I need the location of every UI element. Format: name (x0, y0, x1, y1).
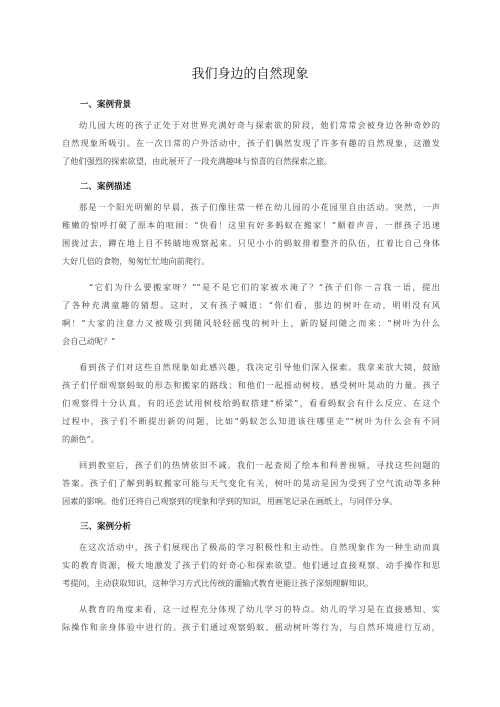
paragraph-line: 看到孩子们对这些自然现象如此感兴趣，我决定引导他们深入探索。我拿来放大镜，鼓励 (79, 362, 440, 372)
paragraph-line: 过程中，孩子们不断提出新的问题，比如“蚂蚁怎么知道该往哪里走”“树叶为什么会有不同 (62, 416, 440, 426)
paragraph-line: 孩子们仔细观察蚂蚁的形态和搬家的路线；和他们一起摇动树枝，感受树叶晃动的力量。孩子 (62, 380, 440, 390)
paragraph-line: 们观察得十分认真，有的还尝试用树枝给蚂蚁搭建“桥梁”，看看蚂蚁会有什么反应。在这个 (62, 398, 440, 408)
paragraph-line: 自然现象所吸引。在一次日常的户外活动中，孩子们偶然发现了许多有趣的自然现象，这激发 (62, 138, 440, 148)
paragraph-line: 回到教室后，孩子们的热情依旧不减。我们一起查阅了绘本和科普视频，寻找这些问题的 (79, 460, 440, 470)
document-title: 我们身边的自然现象 (191, 67, 309, 82)
paragraph-line: “它们为什么要搬家呀？”“是不是它们的家被水淹了？”孩子们你一言我一语，提出 (89, 282, 440, 292)
paragraph-line: 稚嫩的惊呼打破了原本的喧闹：“快看！这里有好多蚂蚁在搬家！”顺着声音，一群孩子迅速 (62, 220, 440, 230)
paragraph-line: 际操作和亲身体验中进行的。孩子们通过观察蚂蚁、摇动树叶等行为，与自然环境进行互动， (62, 622, 440, 632)
paragraph-line: 实的教育资源，极大地激发了孩子们的好奇心和探索欲望。他们通过直接观察、动手操作和思 (62, 560, 440, 570)
paragraph-line: 大好几倍的食物，匆匆忙忙地向前爬行。 (62, 256, 210, 266)
section-heading-background: 一、案例背景 (80, 100, 132, 110)
paragraph-line: 因素的影响。他们还将自己观察到的现象和学到的知识，用画笔记录在画纸上，与同伴分享。 (62, 496, 398, 506)
paragraph-line: 啊！”大家的注意力又被吸引到随风轻轻摇曳的树叶上，新的疑问随之而来：“树叶为什么 (62, 318, 440, 328)
paragraph-line: 那是一个阳光明媚的早晨，孩子们像往常一样在幼儿园的小花园里自由活动。突然，一声 (79, 202, 440, 212)
section-heading-analysis: 三、案例分析 (80, 522, 132, 532)
paragraph-line: 考提问，主动获取知识，这种学习方式比传统的灌输式教育更能让孩子深刻理解知识。 (62, 578, 374, 588)
paragraph-line: 幼儿园大班的孩子正处于对世界充满好奇与探索欲的阶段，他们常常会被身边各种奇妙的 (79, 120, 440, 130)
paragraph-line: 的颜色”。 (62, 434, 99, 444)
section-heading-description: 二、案例描述 (80, 182, 132, 192)
paragraph-line: 围拢过去，蹲在地上目不转睛地观察起来。只见小小的蚂蚁排着整齐的队伍，扛着比自己身体 (62, 238, 440, 248)
paragraph-line: 了他们强烈的探索欲望，由此展开了一段充满趣味与惊喜的自然探索之旅。 (62, 156, 333, 166)
paragraph-line: 在这次活动中，孩子们展现出了极高的学习积极性和主动性。自然现象作为一种生动而真 (79, 542, 440, 552)
paragraph-line: 答案。孩子们了解到蚂蚁搬家可能与天气变化有关，树叶的晃动是因为受到了空气流动等多种 (62, 478, 440, 488)
paragraph-line: 会自己动呢？” (62, 336, 116, 346)
paragraph-line: 从教育的角度来看，这一过程充分体现了幼儿学习的特点。幼儿的学习是在直接感知、实 (79, 604, 440, 614)
paragraph-line: 了各种充满童趣的猜想。这时，又有孩子喊道：“你们看，那边的树叶在动，明明没有风 (62, 300, 440, 310)
